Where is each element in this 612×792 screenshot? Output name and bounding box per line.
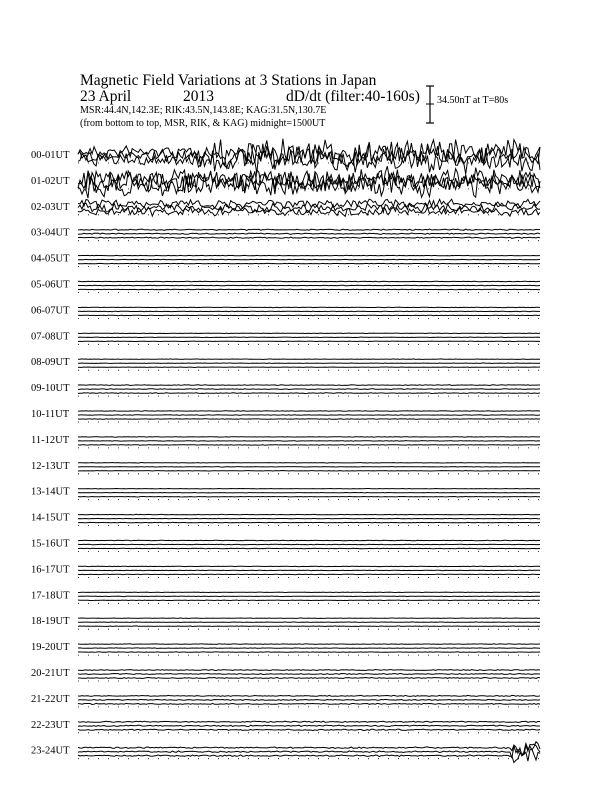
station-trace-KAG [78,540,540,541]
hour-label: 07-08UT [31,331,70,343]
station-trace-KAG [78,437,540,438]
station-trace-RIK [78,596,540,597]
station-trace-MSR [78,678,540,679]
station-trace-KAG [78,489,540,490]
hour-label: 17-18UT [31,590,70,602]
station-trace-RIK [78,311,540,312]
station-trace-MSR [78,548,540,549]
station-trace-MSR [78,703,540,704]
station-trace-RIK [78,259,540,260]
station-trace-MSR [78,600,540,601]
hour-label: 02-03UT [31,201,70,213]
hour-label: 12-13UT [31,460,70,472]
hour-label: 15-16UT [31,538,70,550]
station-trace-KAG [78,695,540,696]
hour-label: 19-20UT [31,642,70,654]
hour-label: 18-19UT [31,616,70,628]
station-order-note: (from bottom to top, MSR, RIK, & KAG) midnight=1500UT [80,118,326,129]
hour-label: 00-01UT [31,150,70,161]
station-trace-RIK [78,441,540,442]
station-trace-RIK [78,467,540,468]
station-trace-MSR [78,652,540,653]
station-trace-MSR [78,496,540,497]
station-trace-MSR [78,237,540,238]
station-trace-KAG [78,566,540,567]
station-trace-RIK [78,674,540,675]
station-trace-KAG [78,199,540,208]
station-trace-MSR [78,471,540,472]
hour-label: 06-07UT [31,305,70,317]
chart-date: 23 April [80,88,132,105]
station-trace-KAG [78,229,540,230]
station-trace-MSR [78,367,540,368]
chart-component: dD/dt (filter:40-160s) [286,88,420,105]
station-coordinates: MSR:44.4N,142.3E; RIK:43.5N,143.8E; KAG:31.5N,130.7E [80,105,327,116]
station-trace-KAG [78,721,540,722]
hour-label: 05-06UT [31,279,70,291]
hour-label: 13-14UT [31,486,70,498]
chart-year: 2013 [183,88,214,105]
station-trace-KAG [78,385,540,386]
station-trace-MSR [78,522,540,523]
station-trace-RIK [78,389,540,390]
hour-label: 04-05UT [31,253,70,265]
chart-title: Magnetic Field Variations at 3 Stations in Japan [80,72,377,89]
station-trace-RIK [78,699,540,700]
station-trace-RIK [78,622,540,623]
station-trace-KAG [78,359,540,360]
station-trace-MSR [78,263,540,264]
hour-label: 10-11UT [31,409,70,420]
station-trace-RIK [78,570,540,571]
hour-label: 01-02UT [31,175,70,187]
station-trace-RIK [78,233,540,234]
station-trace-RIK [78,363,540,364]
station-trace-RIK [78,337,540,338]
hour-label: 20-21UT [31,668,70,679]
hour-label: 08-09UT [31,357,70,369]
hour-label: 09-10UT [31,383,70,395]
station-trace-KAG [78,644,540,645]
station-trace-KAG [78,514,540,515]
station-trace-RIK [78,415,540,416]
station-trace-KAG [78,670,540,671]
station-trace-RIK [78,648,540,649]
hour-label: 03-04UT [31,227,70,239]
station-trace-KAG [78,333,540,334]
station-trace-KAG [78,307,540,308]
hour-label: 11-12UT [31,434,70,446]
station-trace-MSR [78,289,540,290]
station-trace-KAG [78,463,540,464]
station-trace-MSR [78,729,540,730]
station-trace-KAG [78,618,540,619]
station-trace-MSR [78,419,540,420]
station-trace-KAG [78,255,540,256]
station-trace-MSR [78,315,540,316]
station-trace-RIK [78,518,540,519]
hour-label: 14-15UT [31,512,70,524]
station-trace-MSR [78,393,540,394]
station-trace-KAG [78,742,540,756]
hour-label: 16-17UT [31,564,70,576]
station-trace-MSR [78,445,540,446]
station-trace-MSR [78,626,540,627]
station-trace-MSR [78,574,540,575]
station-trace-RIK [78,544,540,545]
station-trace-MSR [78,341,540,342]
station-trace-KAG [78,281,540,282]
hour-label: 23-24UT [31,745,70,757]
station-trace-RIK [78,285,540,286]
hour-label: 21-22UT [31,693,70,705]
station-trace-KAG [78,411,540,412]
station-trace-RIK [78,725,540,726]
hour-label: 22-23UT [31,719,70,731]
scale-label: 34.50nT at T=80s [437,95,509,106]
